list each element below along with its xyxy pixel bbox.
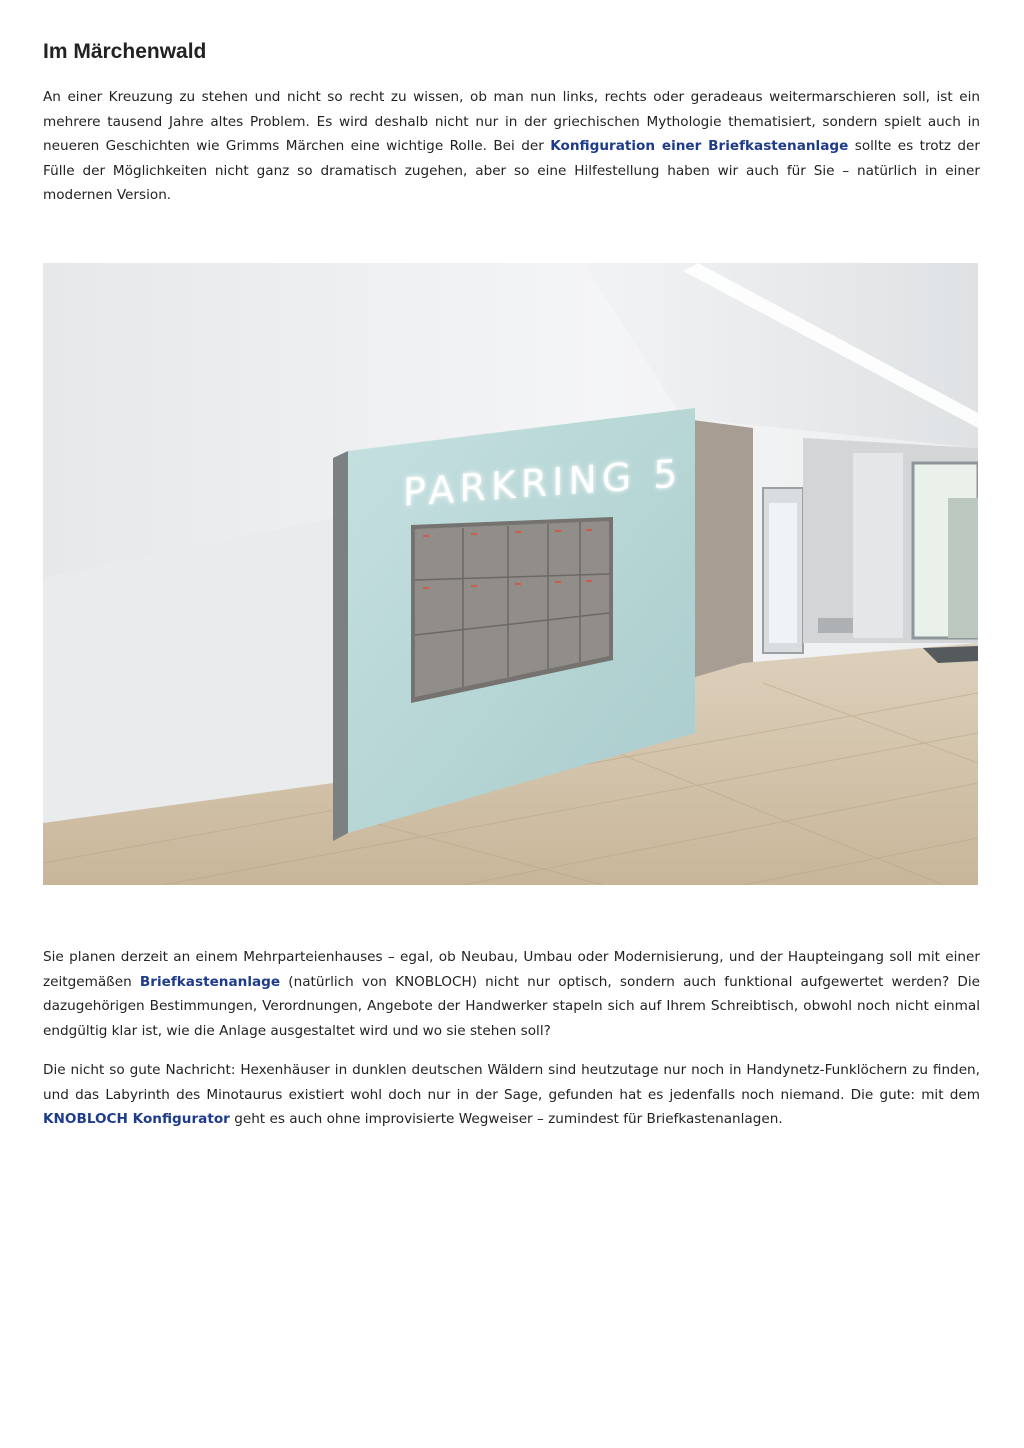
konfiguration-link[interactable]: Konfiguration einer Briefkastenanlage — [550, 138, 849, 154]
planning-text-before-link: Sie planen derzeit an einem Mehrparteienhauses – egal, ob Neubau, Umbau oder Modernisierung, und der Haupteingang soll mit einer zeitgemäßen — [43, 949, 980, 990]
panel-edge — [333, 451, 348, 841]
intro-text-before-link: An einer Kreuzung zu stehen und nicht so recht zu wissen, ob man nun links, rechts oder geradeaus weitermarschieren soll, ist ein mehrere tausend Jahre altes Problem. Es wird deshalb nicht nur in der griechischen Mythologie thematisiert, sondern spielt auch in neueren Geschichten wie Grimms Märchen eine wichtige Rolle. Bei der — [43, 89, 980, 154]
news-text-after-link: geht es auch ohne improvisierte Wegweiser – zumindest für Briefkastenanlagen. — [229, 1111, 783, 1127]
bench — [818, 618, 853, 633]
news-paragraph — [43, 1058, 980, 1132]
door-glass — [769, 503, 797, 643]
news-text-before-link: Die nicht so gute Nachricht: Hexenhäuser in dunklen deutschen Wäldern sind heutzutage nur noch in Handynetz-Funklöchern zu finden, und das Labyrinth des Minotaurus existiert wohl doch nur in der Sage, gefunden hat es jedenfalls noch niemand. Die gute: mit dem — [43, 1062, 980, 1103]
lobby-mailbox-photo — [43, 263, 978, 885]
pillar — [853, 453, 903, 638]
briefkastenanlage-link[interactable]: Briefkastenanlage — [139, 973, 281, 990]
page-title: Im Märchenwald — [43, 40, 207, 63]
parkring-sign: PARKRING 5 — [403, 451, 683, 515]
planning-paragraph — [43, 945, 980, 1043]
intro-text-after-link: sollte es trotz der Fülle der Möglichkeiten nicht ganz so dramatisch zugehen, aber so eine Hilfestellung haben wir auch für Sie – natürlich in einer modernen Version. — [43, 138, 980, 203]
planning-text-after-link: (natürlich von KNOBLOCH) nicht nur optisch, sondern auch funktional aufgewertet werden? Die dazugehörigen Bestimmungen, Verordnungen, Angebote der Handwerker stapeln sich auf Ihrem Schreibtisch, obwohl noch nicht einmal endgültig klar ist, wie die Anlage ausgestaltet wird und wo sie stehen soll? — [43, 973, 980, 1039]
window-greenery — [948, 498, 978, 638]
konfigurator-link[interactable]: KNOBLOCH Konfigurator — [43, 1111, 230, 1127]
intro-paragraph — [43, 85, 980, 208]
